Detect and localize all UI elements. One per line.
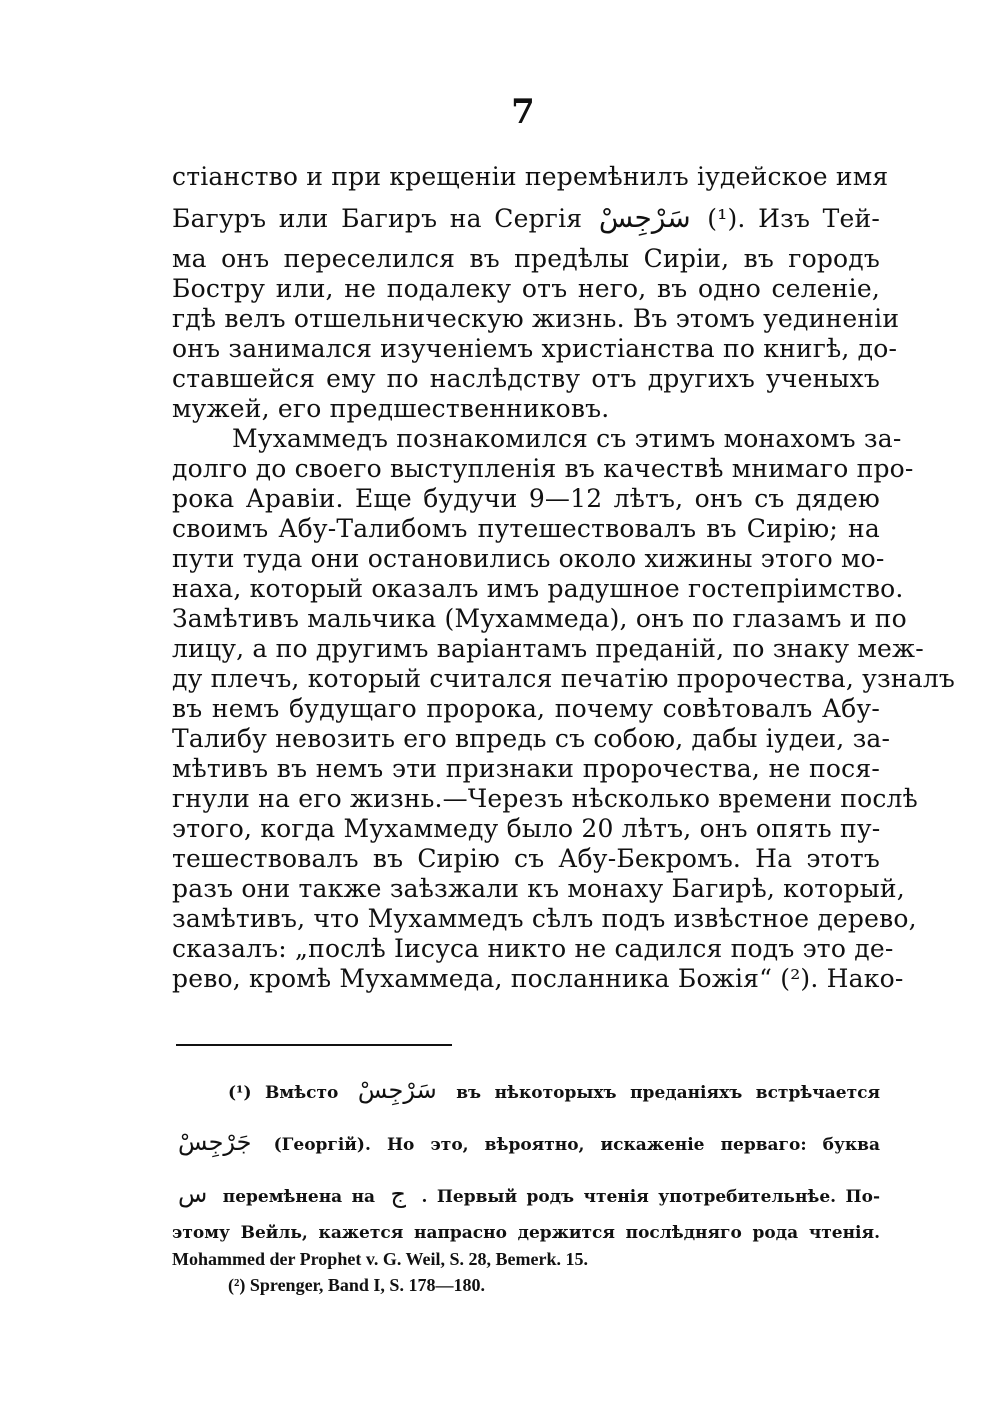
footnote-text: въ нѣкоторыхъ преданіяхъ встрѣчается xyxy=(456,1083,881,1103)
text-line: мужей, его предшественниковъ. xyxy=(172,394,610,423)
footnote-1-line xyxy=(172,1168,880,1220)
text-line: Талибу невозить его впредь съ собою, дабы іудеи, за- xyxy=(172,724,891,753)
text-line: долго до своего выступленія въ качествѣ мнимаго про- xyxy=(172,454,914,483)
text-line: стіанство и при крещеніи перемѣнилъ іудейское имя xyxy=(172,162,889,191)
text-line: онъ занимался изученіемъ христіанства по книгѣ, до- xyxy=(172,334,898,363)
footnote-divider xyxy=(176,1044,452,1046)
arabic-letter-sin: س xyxy=(178,1180,208,1208)
text-line: ставшейся ему по наслѣдству отъ другихъ ученыхъ xyxy=(172,364,880,393)
arabic-word-sergius: سَرْجِسْ xyxy=(598,201,691,234)
text-line: наха, который оказалъ имъ радушное гостепріимство. xyxy=(172,574,904,603)
text-line: лицу, а по другимъ варіантамъ преданій, по знаку меж- xyxy=(172,634,924,663)
text-line: пути туда они остановились около хижины этого мо- xyxy=(172,544,885,573)
text-line: ду плечъ, который считался печатію пророчества, узналъ xyxy=(172,664,956,693)
text-line: этого, когда Мухаммеду было 20 лѣтъ, онъ опять пу- xyxy=(172,814,881,843)
main-text xyxy=(172,162,956,994)
footnotes xyxy=(172,1064,880,1298)
text-line: Замѣтивъ мальчика (Мухаммеда), онъ по глазамъ и по xyxy=(172,604,907,633)
text-line-with-arabic xyxy=(172,192,880,244)
text-line: ма онъ переселился въ предѣлы Сиріи, въ городъ xyxy=(172,244,880,273)
footnote-text: (Георгій). Но это, вѣроятно, искаженіе перваго: буква xyxy=(273,1135,881,1155)
arabic-letter-jim: ج xyxy=(390,1180,407,1208)
text-line: гнули на его жизнь.—Черезъ нѣсколько времени послѣ xyxy=(172,784,918,813)
text-line: гдѣ велъ отшельническую жизнь. Въ этомъ уединеніи xyxy=(172,304,900,333)
text-line: Мухаммедъ познакомился съ этимъ монахомъ за- xyxy=(232,424,902,453)
text-line: сказалъ: „послѣ Іисуса никто не садился подъ это де- xyxy=(172,934,894,963)
footnote-text: перемѣнена на xyxy=(222,1187,376,1207)
text-line: тешествовалъ въ Сирію съ Абу-Бекромъ. На этотъ xyxy=(172,844,880,873)
arabic-word-georgius: جَرْجِسْ xyxy=(178,1128,252,1156)
text-line: мѣтивъ въ немъ эти признаки пророчества, не пося- xyxy=(172,754,880,783)
text-fragment: (¹). Изъ Тей- xyxy=(707,204,880,233)
footnote-text: . Первый родъ чтенія употребительнѣе. По- xyxy=(421,1187,880,1207)
footnote-2: (²) Sprenger, Band I, S. 178—180. xyxy=(228,1275,485,1295)
text-line: замѣтивъ, что Мухаммедъ сѣлъ подъ извѣстное дерево, xyxy=(172,904,917,933)
footnote-marker-1: (¹) Вмѣсто xyxy=(228,1083,339,1103)
arabic-word-sergius: سَرْجِسْ xyxy=(357,1076,437,1104)
text-line: разъ они также заѣзжали къ монаху Багирѣ, который, xyxy=(172,874,905,903)
text-fragment: Багуръ или Багиръ на Сергія xyxy=(172,204,583,233)
text-line: своимъ Абу-Талибомъ путешествовалъ въ Сирію; на xyxy=(172,514,880,543)
footnote-1-line xyxy=(172,1064,880,1116)
footnote-1-line: этому Вейль, кажется напрасно держится послѣдняго рода чтенія. xyxy=(172,1223,880,1243)
page-number: 7 xyxy=(511,92,535,132)
footnote-1-line xyxy=(172,1116,880,1168)
text-line: рево, кромѣ Мухаммеда, посланника Божія“ (²). Нако- xyxy=(172,964,904,993)
text-line: Бостру или, не подалеку отъ него, въ одно селеніе, xyxy=(172,274,880,303)
text-line: рока Аравіи. Еще будучи 9—12 лѣтъ, онъ съ дядею xyxy=(172,484,880,513)
footnote-1-citation: Mohammed der Prophet v. G. Weil, S. 28, Bemerk. 15. xyxy=(172,1249,588,1269)
text-line: въ немъ будущаго пророка, почему совѣтовалъ Абу- xyxy=(172,694,880,723)
